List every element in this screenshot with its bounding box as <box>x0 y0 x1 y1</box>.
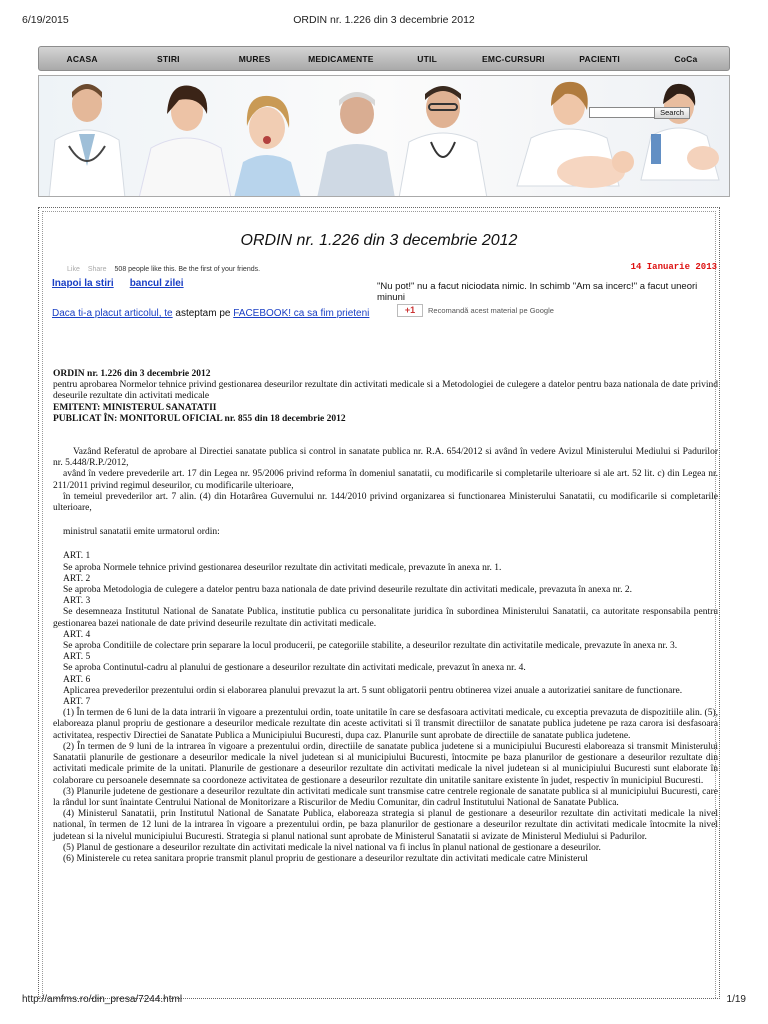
search-button[interactable]: Search <box>654 107 690 119</box>
print-footer <box>22 994 746 1008</box>
nav-item-emc-cursuri[interactable]: EMC-CURSURI <box>482 53 545 64</box>
google-plus-widget <box>397 304 554 317</box>
article-date: 14 Ianuarie 2013 <box>630 262 717 272</box>
doc-issuer: EMITENT: MINISTERUL SANATATII <box>53 402 217 413</box>
header-banner-image <box>38 75 730 197</box>
article-text: Aplicarea prevederilor prezentului ordin si elaborarea planului prevazut la art. 5 sunt obligatorii pentru obtinerea vizei anuale a autorizatiei sanitare de functionare. <box>63 685 683 696</box>
doc-paragraph: ministrul sanatatii emite urmatorul ordin: <box>63 527 220 538</box>
liked-article-link[interactable]: Daca ti-a placut articolul, te <box>52 308 173 319</box>
main-navbar <box>38 46 730 71</box>
print-header <box>22 14 746 30</box>
doc-subtitle: pentru aprobarea Normelor tehnice privind gestionarea deseurilor rezultate din activitati medicale si a Metodologiei de culegere a datelor pentru baza nationala de date privind deseurile rezultate din activitati medicale <box>53 380 718 402</box>
nav-item-acasa[interactable]: ACASA <box>66 53 98 64</box>
print-date: 6/19/2015 <box>22 14 69 26</box>
google-plus-text: Recomandă acest material pe Google <box>428 306 554 315</box>
joke-of-day-link[interactable]: bancul zilei <box>129 278 184 289</box>
article-text: (4) Ministerul Sanatatii, prin Institutul National de Sanatate Publica, elaboreaza strategia si planul de gestionare a deseurilor rezultate din activitati medicale la nivel national, în termen de 12 luni de la intrarea în vigoare a prezentului ordin, pe baza planurilor de gestionare a deseurilor rezultate din activitati medicale întocmite la nivel judetean si la nivelul municipiului Bucuresti. Strategia si planul national sunt aprobate de Ministerul Sanatatii si avizate de Ministerul Mediului si Padurilor. <box>53 809 718 842</box>
document-body <box>53 369 718 865</box>
nav-item-util[interactable]: UTIL <box>417 53 437 64</box>
article-text: Se aproba Conditiile de colectare prin separare la locul producerii, pe categoriile stabilite, a deseurilor rezultate din activitatile medicale, prevazute în anexa nr. 3. <box>63 641 678 652</box>
page-number: 1/19 <box>726 994 746 1005</box>
article-text: (1) În termen de 6 luni de la data intrarii în vigoare a prezentului ordin, toate unitatile în care se desfasoara activitati medicale, cu exceptia prevazuta de dispozitiile alin. (5), elaboreaza planul propriu de gestionare a deseurilor medicale rezultate din aceste activitati si îl transmit directiilor de sanatate publica judetene pe raza carora isi desfasoara activitatea, respectiv Directiei de Sanatate Publica a Municipiului Bucuresti, dupa caz. Planurile sunt aprobate de directiile de sanatate publica judetene. <box>53 708 718 741</box>
share-invite <box>52 308 369 319</box>
article-number: ART. 5 <box>63 652 91 663</box>
nav-item-medicamente[interactable]: MEDICAMENTE <box>308 53 374 64</box>
article-text: (2) În termen de 9 luni de la intrarea în vigoare a prezentului ordin, directiile de sanatate publica judetene si a municipiului Bucuresti elaboreaza si transmit Ministerului Sanatatii planurile de gestionare a deseurilor medicale la nivel judetean si al municipiului Bucuresti, întocmite pe baza planurilor de gestionare a deseurilor rezultate din activitati medicale primite de la unitati. Planurile de gestionare a deseurilor rezultate din activitati medicale la nivel judetean si al municipiului Bucuresti sunt elaborate în colaborare cu persoanele desemnate sa coordoneze activitatea de gestionare a deseurilor rezultate din unitatile sanitare existente în judet, respectiv în municipiul Bucuresti. <box>53 741 718 786</box>
nav-item-coca[interactable]: CoCa <box>674 53 698 64</box>
article-text: (3) Planurile judetene de gestionare a deseurilor rezultate din activitati medicale sunt transmise catre centrele regionale de sanatate publica si al municipiului Bucuresti, care la rândul lor sunt înaintate Centrului National de Monitorizare a Riscurilor de Mediu Comunitar, din cadrul Institutului National de Sanatate Publica. <box>53 786 718 808</box>
nav-item-stiri[interactable]: STIRI <box>157 53 180 64</box>
article-text: (5) Planul de gestionare a deseurilor rezultate din activitati medicale la nivel national va fi inclus în planul national de gestionare a deseurilor. <box>63 842 601 853</box>
doc-paragraph: având în vedere prevederile art. 17 din Legea nr. 95/2006 privind reforma în domeniul sanatatii, cu modificarile si completarile ulterioare si ale art. 52 lit. c) din Legea nr. 211/2011 privind regimul deseurilor, cu modificarile ulterioare, <box>53 469 718 491</box>
nav-item-mures[interactable]: MURES <box>238 53 271 64</box>
article-number: ART. 2 <box>63 573 91 584</box>
fb-like-button[interactable]: Like <box>67 266 80 273</box>
doc-publication: PUBLICAT ÎN: MONITORUL OFICIAL nr. 855 din 18 decembrie 2012 <box>53 413 346 424</box>
motto-quote: "Nu pot!" nu a facut niciodata nimic. In schimb "Am sa incerc!" a facut uneori minuni <box>377 281 698 303</box>
facebook-like-row <box>67 266 260 273</box>
article-number: ART. 4 <box>63 629 91 640</box>
doc-heading: ORDIN nr. 1.226 din 3 decembrie 2012 <box>53 369 211 379</box>
fb-like-count: 508 people like this. Be the first of your friends. <box>114 266 261 273</box>
medical-staff-photo <box>39 76 730 197</box>
article-title: ORDIN nr. 1.226 din 3 decembrie 2012 <box>240 232 518 249</box>
article-text: Se aproba Normele tehnice privind gestionarea deseurilor rezultate din activitati medicale, prevazute în anexa nr. 1. <box>63 562 502 573</box>
article-text: Se aproba Continutul-cadru al planului de gestionare a deseurilor rezultate din activitati medicale, prevazut în anexa nr. 4. <box>63 663 526 674</box>
article-number: ART. 3 <box>63 596 91 607</box>
doc-paragraph: Vazând Referatul de aprobare al Directiei sanatate publica si control in sanatate publica nr. R.A. 654/2012 si având în vedere Avizul Ministerului Mediului si Padurilor nr. 5.448/R.P./2012, <box>53 447 718 469</box>
article-number: ART. 7 <box>63 697 91 708</box>
article-number: ART. 6 <box>63 674 91 685</box>
article-container <box>38 207 720 999</box>
article-text: (6) Ministerele cu retea sanitara proprie transmit planul propriu de gestionare a deseurilor rezultate din activitati medicale catre Ministerul <box>63 853 588 864</box>
article-text: Se aproba Metodologia de culegere a datelor pentru baza nationala de date privind deseurile rezultate din activitati medicale, prevazuta în anexa nr. 2. <box>63 585 632 596</box>
page-url: http://amfms.ro/din_presa/7244.html <box>22 994 183 1005</box>
doc-paragraph: în temeiul prevederilor art. 7 alin. (4) din Hotarârea Guvernului nr. 144/2010 privind organizarea si functionarea Ministerului Sanatatii, cu modificarile si completarile ulterioare, <box>53 491 718 514</box>
share-mid-text: asteptam pe <box>172 308 234 319</box>
print-title: ORDIN nr. 1.226 din 3 decembrie 2012 <box>293 14 475 26</box>
article-links <box>52 278 184 289</box>
nav-item-pacienti[interactable]: PACIENTI <box>579 53 620 64</box>
fb-share-button[interactable]: Share <box>87 266 107 273</box>
article-number: ART. 1 <box>63 551 91 562</box>
back-to-news-link[interactable]: Inapoi la stiri <box>52 278 114 289</box>
article-text: Se desemneaza Institutul National de Sanatate Publica, institutie publica cu personalitate juridica în subordinea Ministerului Sanatatii, ca autoritate responsabila pentru gestionarea bazei nationale de date privind deseurile rezultate din activitati medicale. <box>53 607 718 629</box>
google-plus-button[interactable]: +1 <box>397 304 423 317</box>
facebook-link[interactable]: FACEBOOK! ca sa fim prieteni <box>233 308 370 319</box>
